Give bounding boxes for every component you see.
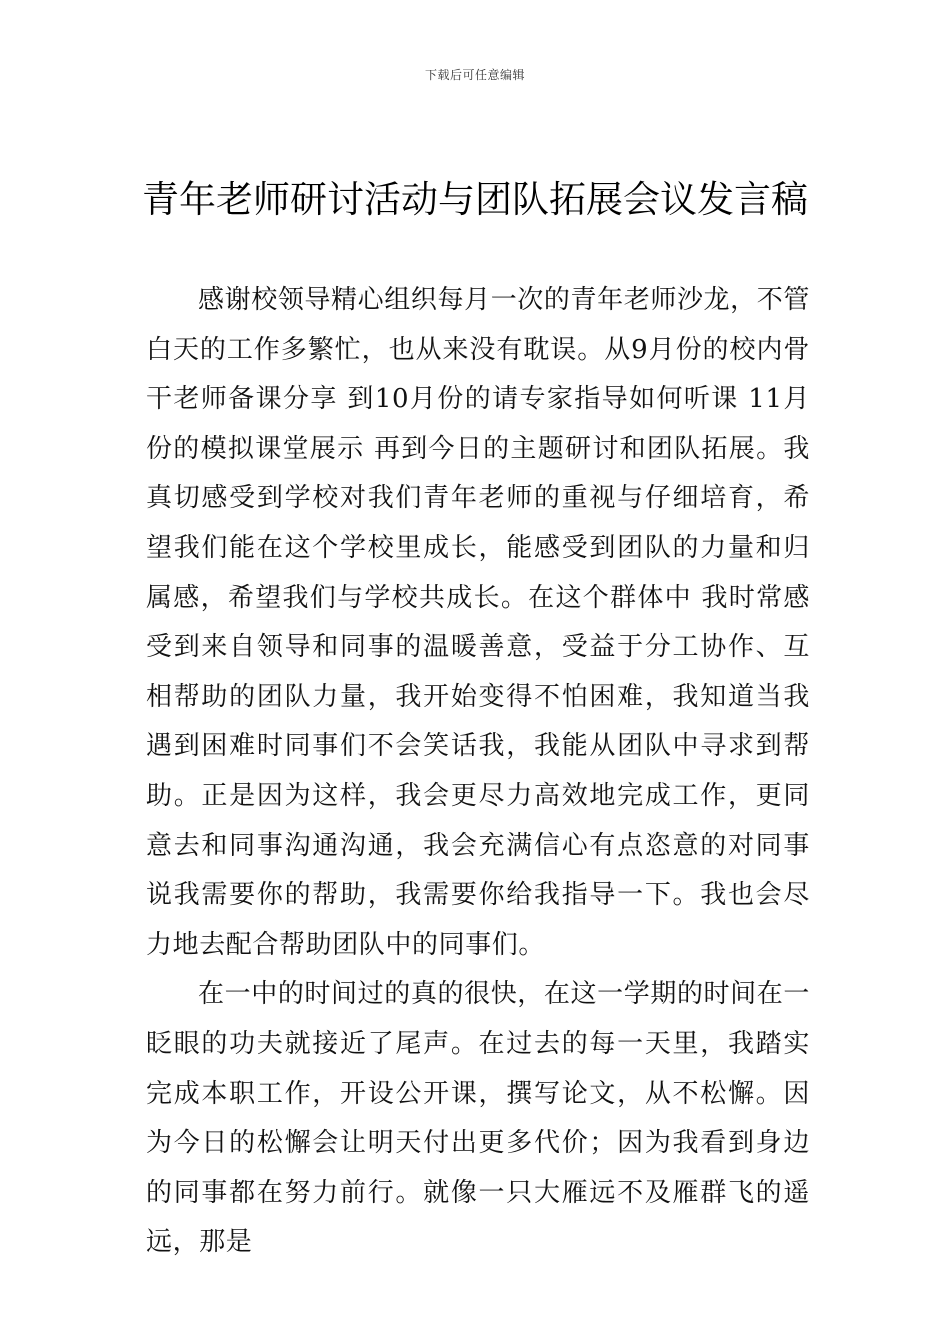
paragraph-2: 在一中的时间过的真的很快，在这一学期的时间在一眨眼的功夫就接近了尾声。在过去的每一天里，我踏实完成本职工作，开设公开课，撰写论文，从不松懈。因为今日的松懈会让明天付出更多代价；因为我看到身边的同事都在努力前行。就像一只大雁远不及雁群飞的遥远，那是 [146,979,810,1258]
paragraph-1: 感谢校领导精心组织每月一次的青年老师沙龙，不管白天的工作多繁忙，也从来没有耽误。从9月份的校内骨干老师备课分享 到10月份的请专家指导如何听课 11月份的模拟课堂展示 再到今日的主题研讨和团队拓展。我真切感受到学校对我们青年老师的重视与仔细培育，希望我们能在这个学校里成长，能感受到团队的力量和归属感，希望我们与学校共成长。在这个群体中 我时常感受到来自领导和同事的温暖善意，受益于分工协作、互相帮助的团队力量，我开始变得不怕困难，我知道当我遇到困难时同事们不会笑话我，我能从团队中寻求到帮助。正是因为这样，我会更尽力高效地完成工作，更同意去和同事沟通沟通，我会充满信心有点恣意的对同事说我需要你的帮助，我需要你给我指导一下。我也会尽力地去配合帮助团队中的同事们。 [146,285,810,960]
document-body [146,276,810,1268]
document-title: 青年老师研讨活动与团队拓展会议发言稿 [142,178,808,221]
header-note: 下载后可任意编辑 [424,68,525,82]
